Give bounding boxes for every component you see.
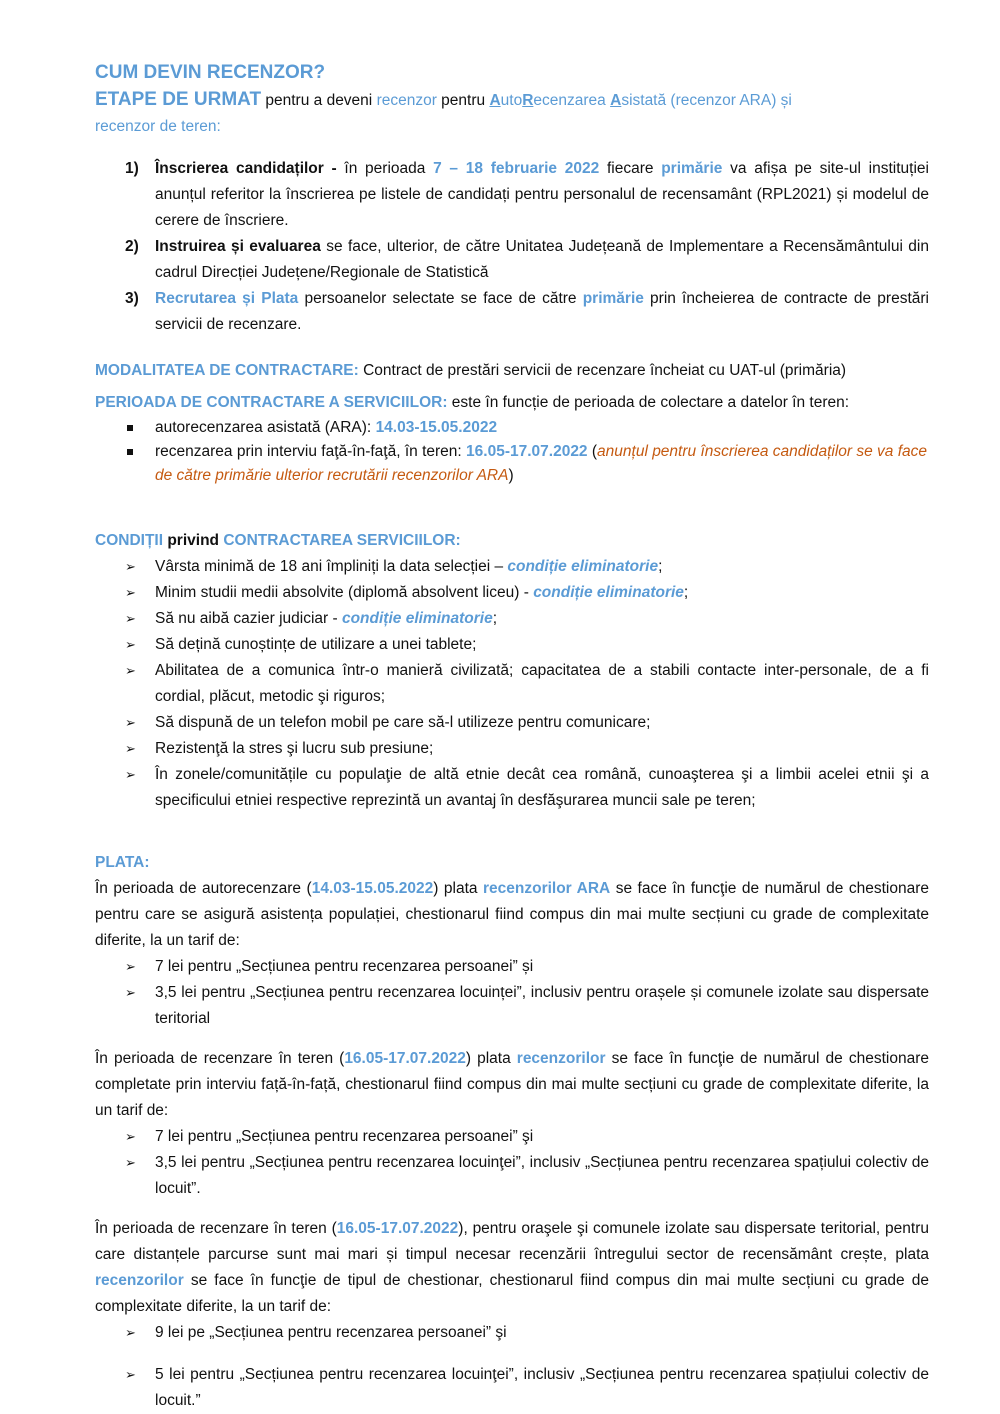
steps-list <box>95 156 929 338</box>
list-item: ➢ Rezistenţă la stres şi lucru sub presiune; <box>95 736 929 762</box>
arrow-bullet-icon: ➢ <box>125 715 136 730</box>
list-item: ➢ 9 lei pe „Secțiunea pentru recenzarea persoanei” şi <box>95 1320 929 1346</box>
section-label: PERIOADA DE CONTRACTARE A SERVICIILOR: <box>95 394 448 411</box>
list-item: ➢ Vârsta minimă de 18 ani împliniți la data selecției – condiție eliminatorie; <box>95 554 929 580</box>
plata-paragraph-2: În perioada de recenzare în teren (16.05-17.07.2022) plata recenzorilor se face în funcţie de numărul de chestionare completate prin interviu față-în-față, chestionarul fiind compus din mai multe secțiuni cu grade de complexitate diferite, la un tarif de: <box>95 1050 930 1119</box>
list-item: ➢ 7 lei pentru „Secțiunea pentru recenzarea persoanei” şi <box>95 1124 929 1150</box>
plata-paragraph-3: În perioada de recenzare în teren (16.05-17.07.2022), pentru oraşele şi comunele izolate sau dispersate teritorial, pentru care distanțele parcurse sunt mai mari și timpul necesar recenzării întregului sector de recensământ crește, plata recenzorilor se face în funcţie de tipul de chestionar, chestionarul fiind compus din mai multe secțiuni cu grade de complexitate diferite, la un tarif de: <box>95 1220 929 1315</box>
square-bullet-icon <box>127 449 133 455</box>
page-title: CUM DEVIN RECENZOR? <box>95 62 326 83</box>
modalitatea-section: MODALITATEA DE CONTRACTARE: Contract de prestări servicii de recenzare încheiat cu UAT-ul (primăria) <box>95 362 847 379</box>
arrow-bullet-icon: ➢ <box>125 741 136 756</box>
arrow-bullet-icon: ➢ <box>125 1129 136 1144</box>
section-label: MODALITATEA DE CONTRACTARE: <box>95 362 359 379</box>
section-label: PLATA: <box>95 854 150 871</box>
arrow-bullet-icon: ➢ <box>125 559 136 574</box>
list-item: ➢ Să dispună de un telefon mobil pe care să-l utilizeze pentru comunicare; <box>95 710 929 736</box>
arrow-bullet-icon: ➢ <box>125 767 136 782</box>
step-item: 1) Înscrierea candidaților - în perioada 7 – 18 februarie 2022 fiecare primărie va afișa pe site-ul instituției anunțul referitor la înscrierea pe listele de candidați pentru personalul de recensamânt (RPL2021) și modelul de cerere de înscriere. <box>125 160 929 229</box>
arrow-bullet-icon: ➢ <box>125 611 136 626</box>
list-item: ➢ 7 lei pentru „Secțiunea pentru recenzarea persoanei” și <box>95 954 929 980</box>
list-item: ➢ Abilitatea de a comunica într-o manieră civilizată; capacitatea de a stabili contacte inter-personale, de a fi cordial, plăcut, metodic şi riguros; <box>95 658 929 710</box>
list-item: ➢ 5 lei pentru „Secțiunea pentru recenzarea locuinţei”, inclusiv „Secțiunea pentru recenzarea spațiului colectiv de locuit.” <box>95 1362 929 1414</box>
list-item: ➢ În zonele/comunitățile cu populaţie de altă etnie decât cea română, cunoaşterea şi a limbii acelei etnii şi a specificului etniei respective reprezintă un avantaj în desfăşurarea muncii sale pe teren; <box>95 762 929 814</box>
step-item: 2) Instruirea și evaluarea se face, ulterior, de către Unitatea Județeană de Implementare a Recensământului din cadrul Direcției Județene/Regionale de Statistică <box>125 238 929 281</box>
document-page <box>95 60 929 1414</box>
arrow-bullet-icon: ➢ <box>125 1325 136 1340</box>
list-item: ➢ 3,5 lei pentru „Secțiunea pentru recenzarea locuinței”, inclusiv pentru orașele și comunele izolate sau dispersate teritorial <box>95 980 929 1032</box>
subtitle: ETAPE DE URMAT pentru a deveni recenzor pentru AutoRecenzarea Asistată (recenzor ARA) și recenzor de teren: <box>95 89 792 135</box>
arrow-bullet-icon: ➢ <box>125 1367 136 1382</box>
list-item: autorecenzarea asistată (ARA): 14.03-15.05.2022 <box>95 416 929 440</box>
conditii-section: CONDIȚII privind CONTRACTAREA SERVICIILOR: ➢ Vârsta minimă de 18 ani împliniți la data selecției – condiție eliminatorie; ➢ Minim studii medii absolvite (diplomă absolvent liceu) - condiție eliminatorie; ➢ Să nu aibă cazier judiciar - condiție eliminatorie; ➢ Să dețină cunoștințe de utilizare a unei tablete; ➢ Abilitatea de a comunica într-o manieră civilizată; capacitatea de a stabili contacte inter-personale, de a fi cordial, plăcut, metodic şi riguros; ➢ Să dispună de un telefon mobil pe care să-l utilizeze pentru comunicare; ➢ Rezistenţă la stres şi lucru sub presiune; ➢ În zonele/comunitățile cu populaţie de altă etnie decât cea română, cunoaşterea şi a limbii acelei etnii şi a specificului etniei respective reprezintă un avantaj în desfăşurarea muncii sale pe teren; <box>95 528 929 814</box>
arrow-bullet-icon: ➢ <box>125 1155 136 1170</box>
step-item: 3) Recrutarea și Plata persoanelor selectate se face de către primărie prin încheierea de contracte de prestări servicii de recenzare. <box>125 290 929 333</box>
list-item: ➢ Minim studii medii absolvite (diplomă absolvent liceu) - condiție eliminatorie; <box>95 580 929 606</box>
tarif-list <box>95 1320 929 1414</box>
arrow-bullet-icon: ➢ <box>125 985 136 1000</box>
tarif-list <box>95 954 929 1032</box>
list-item: ➢ 3,5 lei pentru „Secțiunea pentru recenzarea locuinţei”, inclusiv „Secțiunea pentru recenzarea spațiului colectiv de locuit”. <box>95 1150 929 1202</box>
arrow-bullet-icon: ➢ <box>125 959 136 974</box>
subtitle-heading: ETAPE DE URMAT <box>95 89 262 110</box>
plata-section <box>95 850 929 1414</box>
arrow-bullet-icon: ➢ <box>125 585 136 600</box>
arrow-bullet-icon: ➢ <box>125 663 136 678</box>
perioada-list <box>95 416 929 488</box>
list-item: ➢ Să dețină cunoștințe de utilizare a unei tablete; <box>95 632 929 658</box>
list-item: recenzarea prin interviu faţă-în-faţă, în teren: 16.05-17.07.2022 (anunțul pentru înscrierea candidaților se va face de către primărie ulterior recrutării recenzorilor ARA) <box>95 440 929 488</box>
perioada-section: PERIOADA DE CONTRACTARE A SERVICIILOR: este în funcție de perioada de colectare a datelor în teren: autorecenzarea asistată (ARA): 14.03-15.05.2022 recenzarea prin interviu faţă-în-faţă, în teren: 16.05-17.07.2022 (anunțul pentru înscrierea candidaților se va face de către primărie ulterior recrutării recenzorilor ARA) <box>95 390 929 488</box>
tarif-list <box>95 1124 929 1202</box>
list-item: ➢ Să nu aibă cazier judiciar - condiție eliminatorie; <box>95 606 929 632</box>
arrow-bullet-icon: ➢ <box>125 637 136 652</box>
conditii-list <box>95 554 929 814</box>
square-bullet-icon <box>127 425 133 431</box>
plata-paragraph-1: În perioada de autorecenzare (14.03-15.05.2022) plata recenzorilor ARA se face în funcţie de numărul de chestionare pentru care se asigură asistența populației, chestionarul fiind compus din mai multe secțiuni cu grade de complexitate diferite, la un tarif de: <box>95 880 929 949</box>
